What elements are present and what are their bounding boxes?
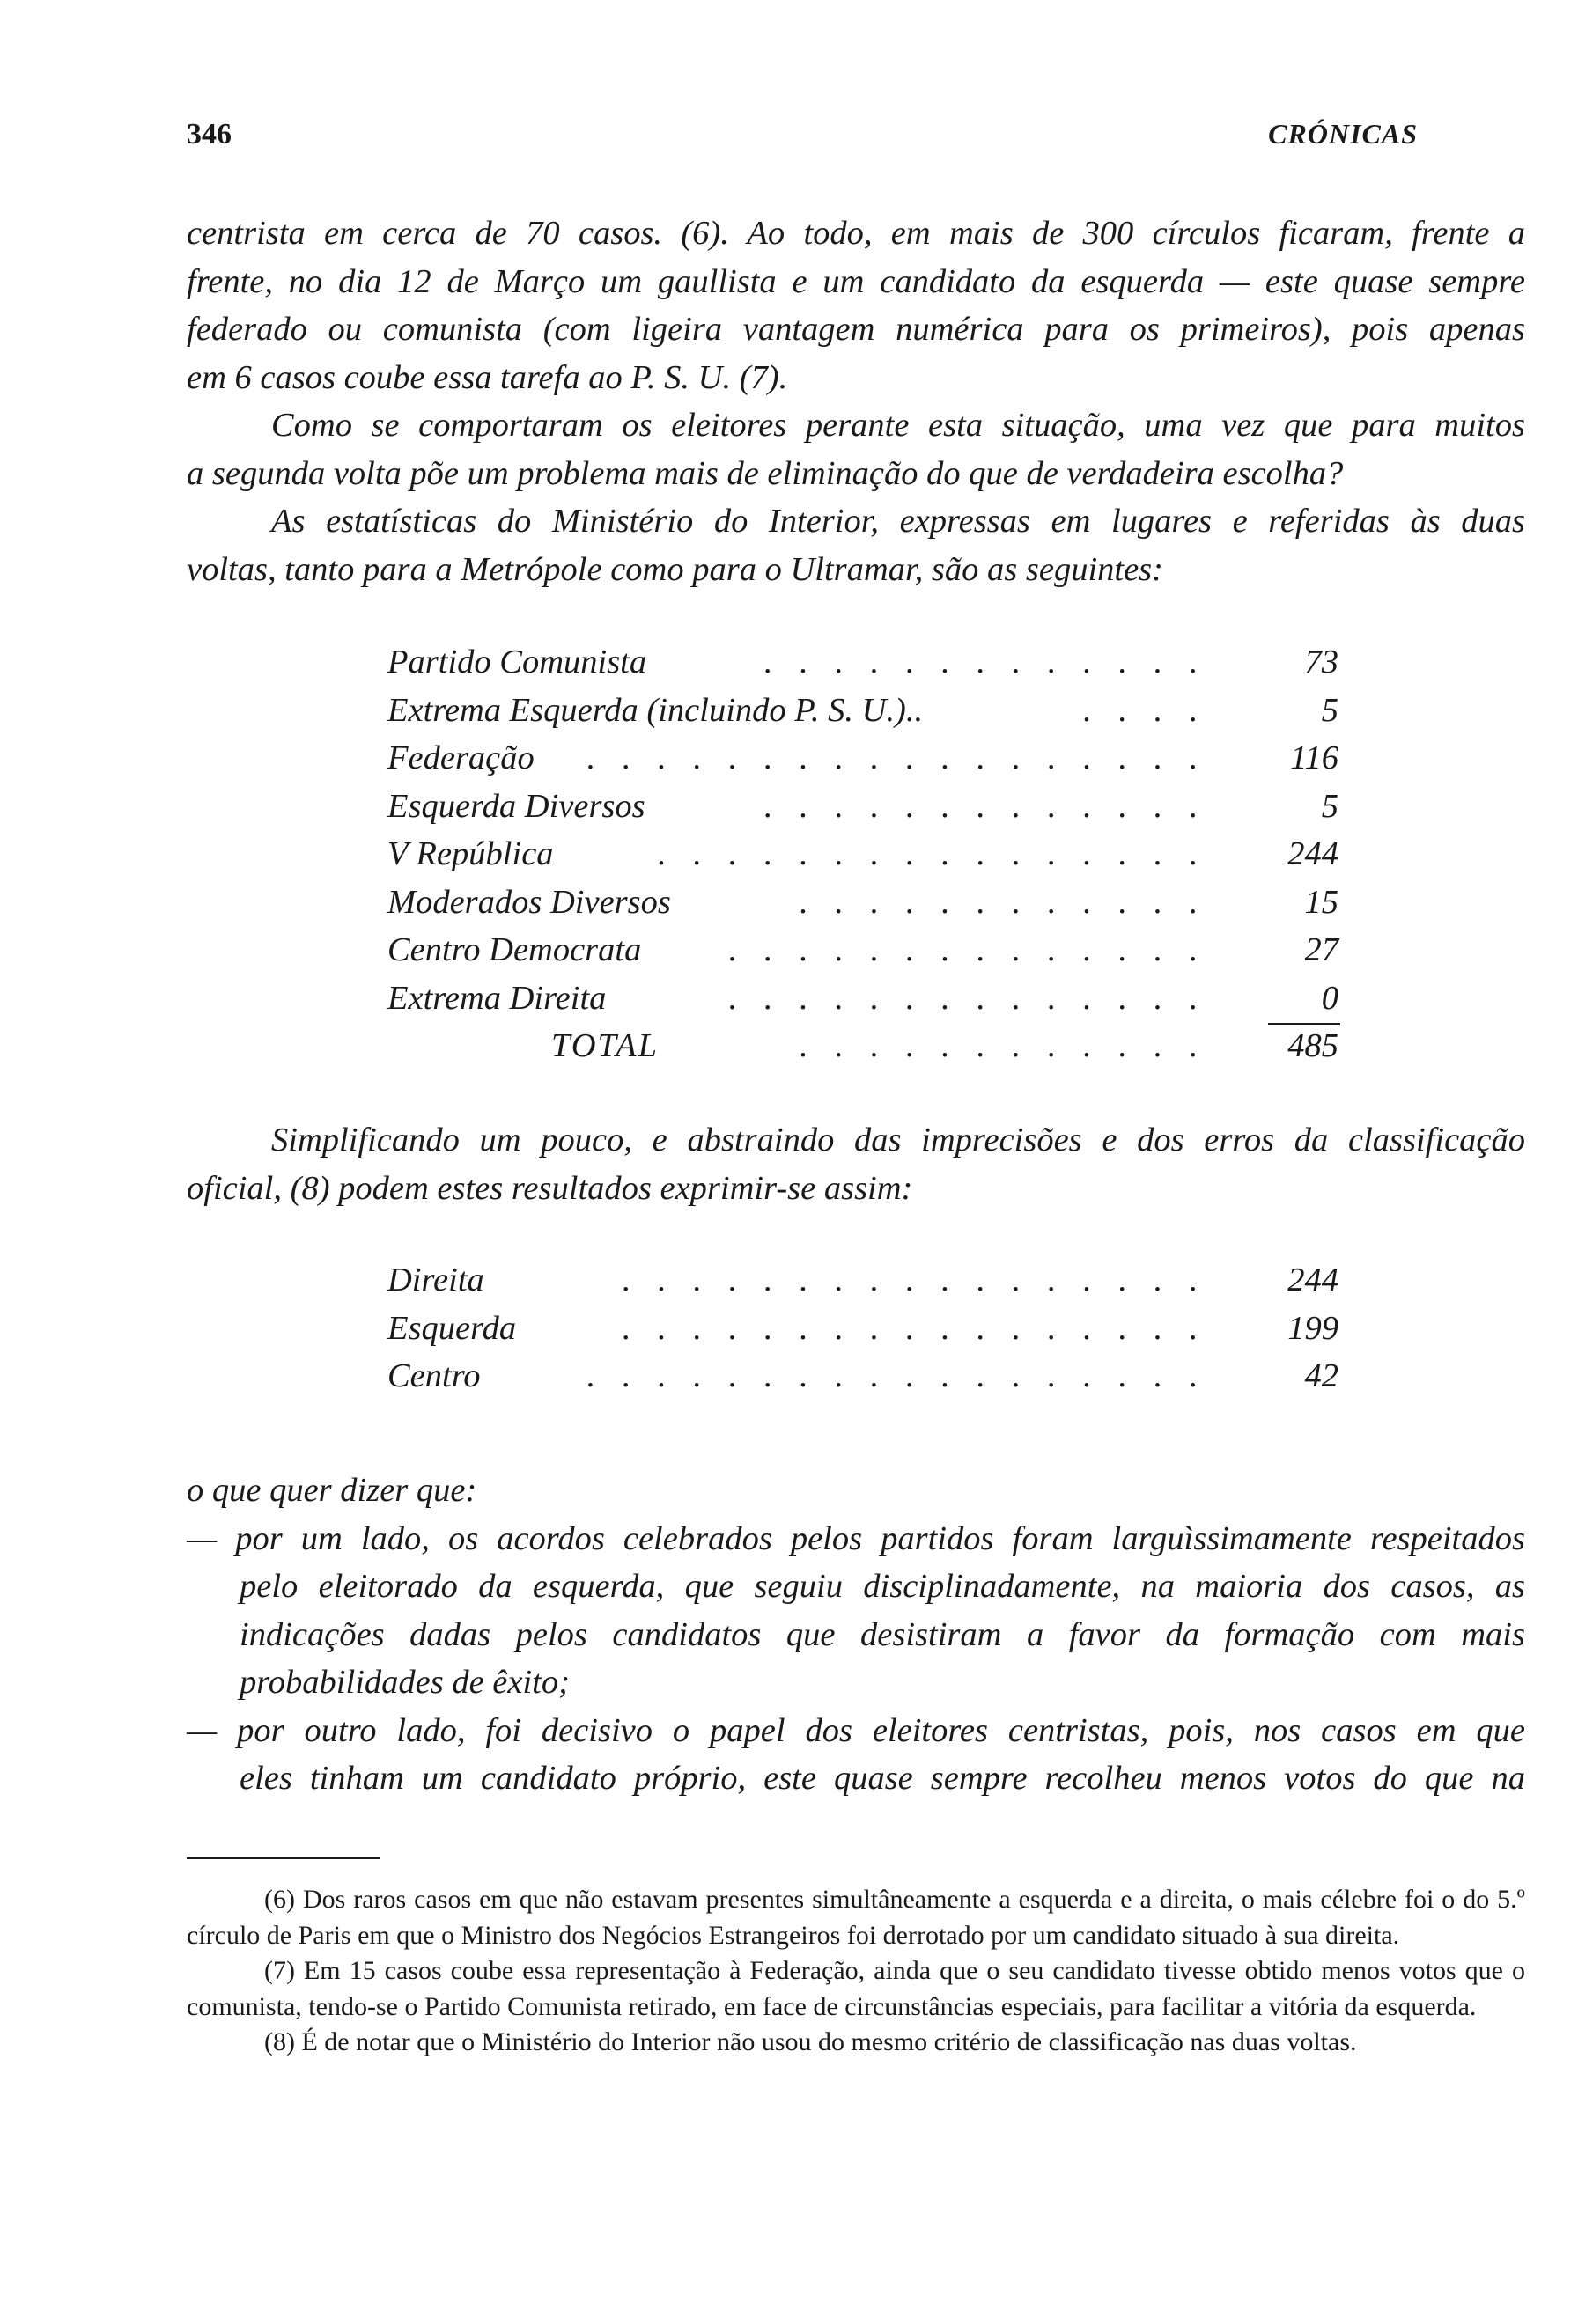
text-line: frente, no dia 12 de Março um gaullista e um candidato da esquerda — este quase sempre: [187, 262, 1525, 300]
text-line: federado ou comunista (com ligeira vantagem numérica para os primeiros), pois apenas: [187, 311, 1525, 348]
party-label: Moderados Diversos: [387, 883, 671, 921]
table-row: [387, 1357, 1338, 1405]
leader-dots: . . . . . . . . . . . . .: [763, 644, 1206, 680]
text-line: oficial, (8) podem estes resultados exprimir-se assim:: [187, 1169, 913, 1207]
total-value: 485: [1287, 1027, 1338, 1064]
leader-dots: . . . . . . . . . . . . . . . . . .: [586, 1357, 1206, 1394]
table-row: [387, 883, 1338, 931]
footnote-6: (6) Dos raros casos em que não estavam presentes simultâneamente a esquerda e a direita, o mais célebre foi o do 5.º círculo de Paris em que o Ministro dos Negócios Estrangeiros foi derrotado por um candidato situado à sua direita.: [187, 1885, 1525, 1950]
table-row: [387, 643, 1338, 691]
text-line: centrista em cerca de 70 casos. (6). Ao todo, em mais de 300 círculos ficaram, frente a: [187, 215, 1525, 252]
list-item-line: probabilidades de êxito;: [240, 1664, 570, 1701]
page-number: 346: [187, 118, 232, 151]
body-section-2: [187, 1116, 1525, 1212]
text-line: voltas, tanto para a Metrópole como para o Ultramar, são as seguintes:: [187, 550, 1163, 588]
table-row: [387, 691, 1338, 739]
footnote-rule: [187, 1857, 380, 1859]
body-section-1: [187, 210, 1525, 593]
leader-dots: . . . . . . . . . . . . . .: [727, 979, 1206, 1017]
party-label: Federação: [387, 739, 535, 776]
party-label: Esquerda Diversos: [387, 787, 645, 825]
party-label: V República: [387, 835, 554, 872]
leader-dots: . . . . . . . . . . . . . . . . .: [621, 1261, 1206, 1298]
list-intro: o que quer dizer que:: [187, 1472, 477, 1509]
table-row: [387, 1261, 1338, 1309]
conclusion-list: [187, 1467, 1525, 1803]
list-item-line: indicações dadas pelos candidatos que desistiram a favor da formação com mais: [240, 1615, 1525, 1653]
list-item-line: — por um lado, os acordos celebrados pelos partidos foram larguìssimamente respeitados: [187, 1519, 1525, 1557]
leader-dots: . . . .: [1082, 691, 1206, 729]
leader-dots: . . . . . . . . . . . . . .: [727, 931, 1206, 968]
bloc-label: Direita: [387, 1261, 484, 1298]
list-item-line: — por outro lado, foi decisivo o papel dos eleitores centristas, pois, nos casos em que: [187, 1711, 1525, 1749]
leader-dots: . . . . . . . . . . . .: [799, 1027, 1206, 1064]
party-label: Extrema Esquerda (incluindo P. S. U.)..: [387, 691, 924, 729]
table-row: [387, 1309, 1338, 1357]
seat-count: 116: [1290, 739, 1338, 776]
list-item-line: eles tinham um candidato próprio, este quase sempre recolheu menos votos do que na: [240, 1760, 1525, 1797]
table-total-row: [387, 1026, 1338, 1075]
bloc-count: 42: [1304, 1357, 1338, 1394]
text-line: a segunda volta põe um problema mais de eliminação do que de verdadeira escolha?: [187, 454, 1344, 492]
text-line: Simplificando um pouco, e abstraindo das imprecisões e dos erros da classificação: [271, 1122, 1525, 1158]
bloc-count: 244: [1287, 1261, 1338, 1298]
text-line: Como se comportaram os eleitores perante esta situação, uma vez que para muitos: [271, 407, 1525, 444]
table-row: [387, 930, 1338, 979]
party-label: Partido Comunista: [387, 644, 647, 680]
bloc-label: Esquerda: [387, 1309, 517, 1347]
total-label: TOTAL: [551, 1027, 660, 1064]
seat-count: 244: [1287, 835, 1338, 872]
leader-dots: . . . . . . . . . . . . .: [763, 787, 1206, 825]
leader-dots: . . . . . . . . . . . .: [799, 883, 1206, 921]
bloc-label: Centro: [387, 1357, 481, 1394]
table-row: [387, 979, 1338, 1027]
text-line: em 6 casos coube essa tarefa ao P. S. U. (7).: [187, 358, 788, 396]
leader-dots: . . . . . . . . . . . . . . . . . .: [586, 739, 1206, 776]
running-head: [187, 118, 1418, 162]
seat-count: 5: [1321, 691, 1338, 729]
running-title: CRÓNICAS: [1268, 118, 1418, 150]
footnotes: [187, 1882, 1525, 2061]
table-row: [387, 787, 1338, 835]
seat-count: 73: [1304, 644, 1338, 680]
seat-count: 0: [1321, 979, 1338, 1017]
leader-dots: . . . . . . . . . . . . . . . .: [657, 835, 1206, 872]
bloc-count: 199: [1287, 1309, 1338, 1347]
leader-dots: . . . . . . . . . . . . . . . . .: [621, 1309, 1206, 1347]
party-label: Extrema Direita: [387, 979, 607, 1017]
footnote-7: (7) Em 15 casos coube essa representação à Federação, ainda que o seu candidato tivesse obtido menos votos que o comunista, tendo-se o Partido Comunista retirado, em face de circunstâncias especiais, para facilitar a vitória da esquerda.: [187, 1956, 1525, 2021]
table-row: [387, 835, 1338, 883]
total-rule: [1268, 1023, 1340, 1025]
text-line: As estatísticas do Ministério do Interior, expressas em lugares e referidas às duas: [271, 503, 1525, 540]
table-row: [387, 739, 1338, 787]
seat-count: 5: [1321, 787, 1338, 825]
party-label: Centro Democrata: [387, 931, 642, 968]
footnote-8: (8) É de notar que o Ministério do Interior não usou do mesmo critério de classificação nas duas voltas.: [264, 2027, 1357, 2056]
list-item-line: pelo eleitorado da esquerda, que seguiu disciplinadamente, na maioria dos casos, as: [240, 1568, 1525, 1605]
seat-count: 15: [1304, 883, 1338, 921]
seat-count: 27: [1304, 931, 1338, 968]
